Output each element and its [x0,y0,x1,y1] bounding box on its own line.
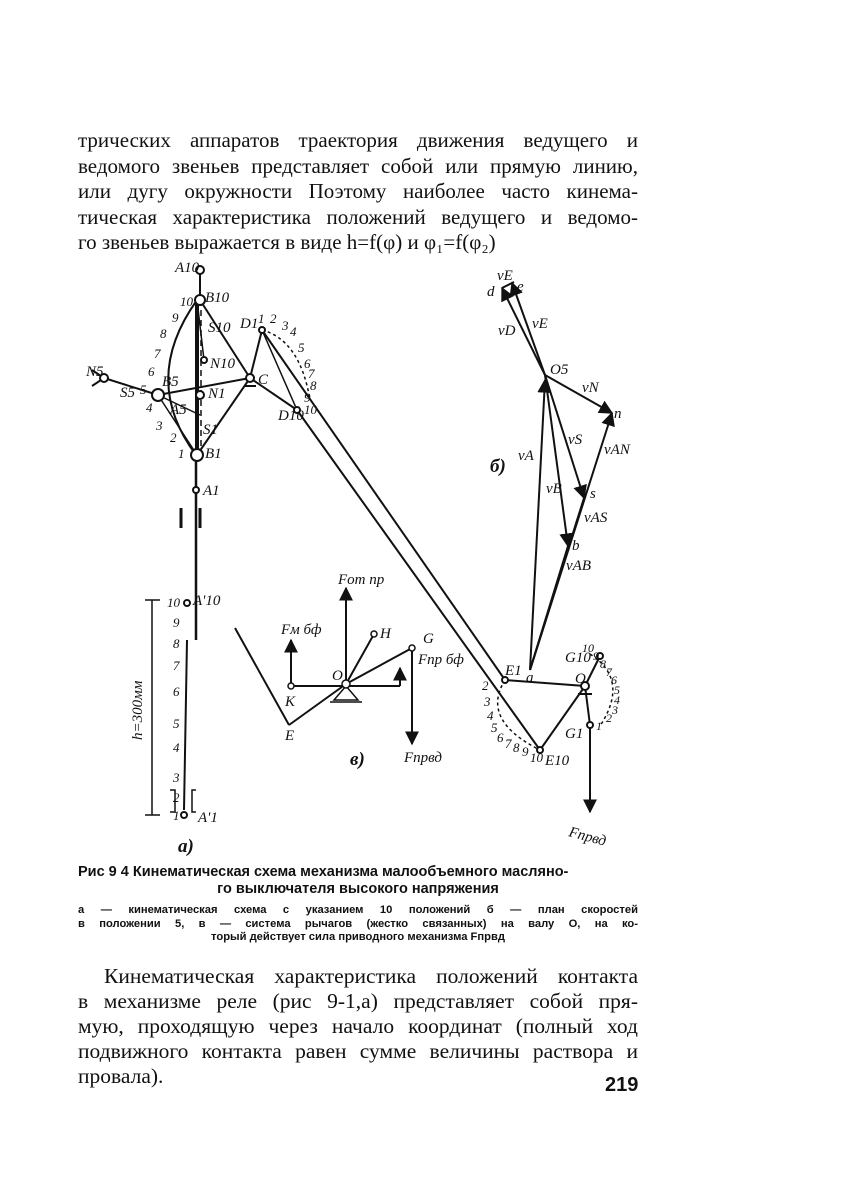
part-v-lever-system [235,588,412,744]
text-line: Кинематическая характеристика положений контакта [104,964,638,988]
node-label: D1 [240,316,259,332]
position-number: 10 [304,402,317,417]
node-label: A1 [203,483,220,499]
point-label: K [285,694,296,710]
text-line: подвижного контакта равен сумме величины раствора и [78,1039,638,1063]
position-number: 6 [148,364,155,379]
position-number: 1 [178,446,185,461]
caption-line: го выключателя высокого напряжения [217,881,499,897]
position-number: 10 [582,641,594,655]
text-line: в механизме реле (рис 9-1,а) представляет собой пря- [78,989,638,1013]
point-label: b [572,538,580,554]
position-number: 5 [614,683,620,697]
position-number: 3 [282,318,289,333]
position-number: 8 [160,326,167,341]
position-number: 1 [596,719,602,733]
vector-label: vN [582,380,599,396]
top-paragraph [78,128,638,256]
position-number: 2 [170,430,177,445]
node-label: G1 [565,726,584,742]
position-number: 8 [310,378,317,393]
position-number: 8 [513,740,520,755]
position-number: 9 [172,310,179,325]
part-label: б) [490,456,506,477]
node-label: D10 [278,408,304,424]
position-number: 3 [173,770,180,785]
position-number: 4 [146,400,153,415]
position-number: 3 [612,703,618,717]
legend-line: а — кинематическая схема с указанием 10 положений б — план скоростей [78,904,638,916]
node-label: C [258,372,269,388]
node-label: B1 [205,446,222,462]
part-label: в) [350,749,365,770]
position-number: 6 [497,730,504,745]
position-number: 9 [593,649,599,663]
position-number: 3 [484,694,491,709]
point-label: O [332,668,343,684]
node-label: E1 [505,663,522,679]
text-line: го звеньев выражается в виде h=f(φ) и φ₁=f(φ₂) [78,230,496,254]
text-line: трических аппаратов траектория движения ведущего и [78,128,638,152]
force-label: Fпр бф [418,652,464,668]
position-number: 10 [530,750,543,765]
point-label: E [285,728,295,744]
position-number: 10 [167,595,180,610]
point-label: a [526,670,534,686]
position-number: 4 [290,324,297,339]
force-label: Fм бф [281,622,322,638]
node-label: B10 [205,290,230,306]
point-label: G [423,631,434,647]
caption-line: Рис 9 4 Кинематическая схема механизма малообъемного масляно- [78,864,569,880]
node-label: N10 [210,356,236,372]
point-label: s [590,486,596,502]
text-line: мую, проходящую через начало координат (полный ход [78,1014,638,1038]
node-label: A10 [175,260,200,276]
legend-line: в положении 5, в — система рычагов (жестко связанных) на валу О, на ко- [78,917,638,930]
vector-label: vAS [584,510,608,526]
vector-label: vS [568,432,583,448]
position-number: 4 [487,708,494,723]
position-number: 9 [173,615,180,630]
node-label: O [575,671,586,687]
vector-label: vA [518,448,534,464]
force-label: Fот пр [338,572,385,588]
position-number: 5 [140,382,147,397]
position-number: 6 [304,356,311,371]
node-label: A'10 [193,593,221,609]
position-number: 5 [298,340,305,355]
position-number: 10 [180,294,193,309]
vector-label: vAN [604,442,630,458]
node-label: B5 [162,374,179,390]
position-number: 4 [173,740,180,755]
position-number: 5 [173,716,180,731]
position-number: 5 [491,720,498,735]
node-label: N5 [86,364,104,380]
vector-label: vB [546,481,562,497]
node-label: S5 [120,385,135,401]
position-number: 6 [173,684,180,699]
position-number: 1 [258,311,265,326]
node-label: S10 [208,320,231,336]
position-number: 2 [606,711,612,725]
position-number: 8 [600,657,606,671]
vector-label: vD [498,323,516,339]
position-number: 2 [173,790,180,805]
stroke-dimension: h=300мм [130,680,146,740]
position-number: 4 [614,693,620,707]
position-number: 2 [270,311,277,326]
text-line: ведомого звеньев представляет собой или прямую линию, [78,153,638,178]
force-label: Fпрвд [404,750,442,766]
part-label: а) [178,836,194,857]
figure-caption-title [78,864,638,898]
node-label: N1 [208,386,226,402]
position-number: 7 [505,736,512,751]
part-b-velocity-plan [502,282,612,670]
bottom-paragraph [78,964,638,1089]
position-number: 2 [482,678,489,693]
force-label: Fпрвд [566,824,608,850]
position-number: 7 [154,346,161,361]
position-number: 6 [611,673,617,687]
point-label: d [487,284,495,300]
position-number: 8 [173,636,180,651]
node-label: A5 [170,402,187,418]
position-number: 9 [522,744,529,759]
kinematic-diagram-figure [0,245,854,860]
legend-line: торый действует сила приводного механизма Fпрвд [211,931,505,943]
text-line: провала). [78,1064,164,1088]
figure-caption-legend [78,904,638,945]
position-number: 1 [173,808,180,823]
node-label: E10 [545,753,570,769]
part-v-labels [280,572,464,770]
node-label: G10 [565,650,591,666]
part-a-mechanism [92,270,613,815]
position-number: 3 [156,418,163,433]
text-line: тическая характеристика положений ведущего и ведомо- [78,204,638,229]
point-label: H [380,626,391,642]
vector-label: vE [497,268,513,284]
point-label: O5 [550,362,569,378]
vector-label: vAB [566,558,591,574]
point-label: e [517,279,524,295]
vector-label: vE [532,316,548,332]
page-number: 219 [605,1074,639,1096]
point-label: n [614,406,622,422]
node-label: S1 [203,422,218,438]
position-number: 7 [173,658,180,673]
part-a-joints [100,266,603,818]
position-number: 7 [606,665,612,679]
node-label: A'1 [198,810,218,826]
position-number: 7 [308,366,315,381]
position-number: 9 [304,390,311,405]
text-line: или дугу окружности Поэтому наиболее часто кинема- [78,179,638,203]
